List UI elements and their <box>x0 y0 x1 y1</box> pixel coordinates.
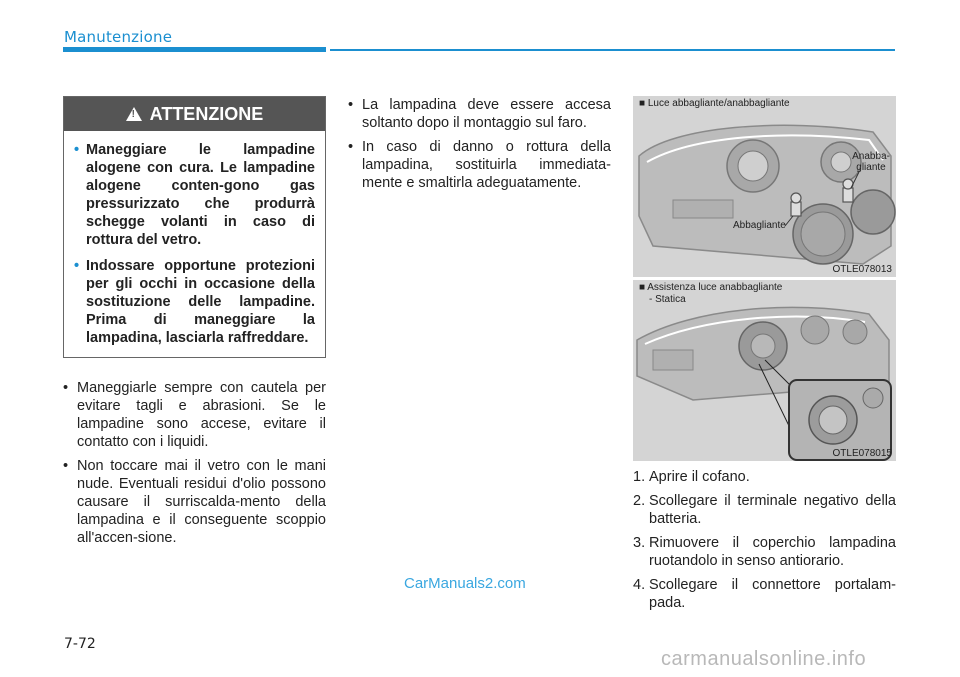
watermark-bottom: carmanualsonline.info <box>661 648 867 670</box>
header-rule-thin <box>330 49 895 51</box>
warning-list <box>64 131 325 347</box>
figure-1-caption: ■ Luce abbagliante/anabbagliante <box>639 98 790 109</box>
headlamp-illustration-2 <box>633 280 896 461</box>
callout-high-beam: Abbagliante <box>733 220 786 231</box>
bullet-icon: • <box>74 142 80 158</box>
step-item: 2. Scollegare il terminale negativo della batteria. <box>633 493 896 527</box>
warning-header <box>64 97 325 131</box>
warning-item: • Maneggiare le lampadine alogene con cura. Le lampadine alogene conten-gono gas pressurizzato che produrrà schegge volanti in caso di rottura del vetro. <box>74 142 315 248</box>
header-rule-thick <box>63 47 326 52</box>
middle-bullet-list <box>348 96 611 198</box>
bullet-icon: • <box>348 97 354 113</box>
left-bullet-list <box>63 379 326 553</box>
warning-item: • Indossare opportune protezioni per gli occhi in occasione della sostituzione delle lampadine. Prima di maneggiare la lampadina, lasciarla raffreddare. <box>74 258 315 346</box>
figure-2-code: OTLE078015 <box>832 448 892 459</box>
section-title: Manutenzione <box>64 28 173 46</box>
headlamp-illustration-1 <box>633 96 896 277</box>
step-item: 1. Aprire il cofano. <box>633 469 750 485</box>
page-number: 7-72 <box>64 636 96 652</box>
headlamp-figure-1 <box>633 96 896 277</box>
list-item: • La lampadina deve essere accesa soltanto dopo il montaggio sul faro. <box>348 97 611 131</box>
list-item: • In caso di danno o rottura della lampadina, sostituirla immediata-mente e smaltirla adeguatamente. <box>348 139 611 191</box>
warning-icon <box>126 107 142 121</box>
steps-list <box>633 468 896 618</box>
warning-title: ATTENZIONE <box>149 103 264 124</box>
warning-box <box>63 96 326 358</box>
list-item: • Non toccare mai il vetro con le mani nude. Eventuali residui d'olio possono causare il surriscalda-mento della lampadina e il conseguente scoppio all'accen-sione. <box>63 458 326 546</box>
bullet-icon: • <box>348 139 354 155</box>
bullet-icon: • <box>74 258 80 274</box>
bullet-icon: • <box>63 380 69 396</box>
callout-low-beam: Anabba-gliante <box>852 151 890 173</box>
list-item: • Maneggiarle sempre con cautela per evitare tagli e abrasioni. Se le lampadine sono accese, evitare il contatto con i liquidi. <box>63 380 326 450</box>
step-item: 3. Rimuovere il coperchio lampadina ruotandolo in senso antiorario. <box>633 535 896 569</box>
headlamp-figure-2 <box>633 280 896 461</box>
figure-1-code: OTLE078013 <box>832 264 892 275</box>
figure-2-caption: ■ Assistenza luce anabbagliante - Statica <box>639 282 783 305</box>
step-item: 4. Scollegare il connettore portalam-pada. <box>633 577 896 611</box>
bullet-icon: • <box>63 458 69 474</box>
watermark-link[interactable]: CarManuals2.com <box>404 575 526 592</box>
